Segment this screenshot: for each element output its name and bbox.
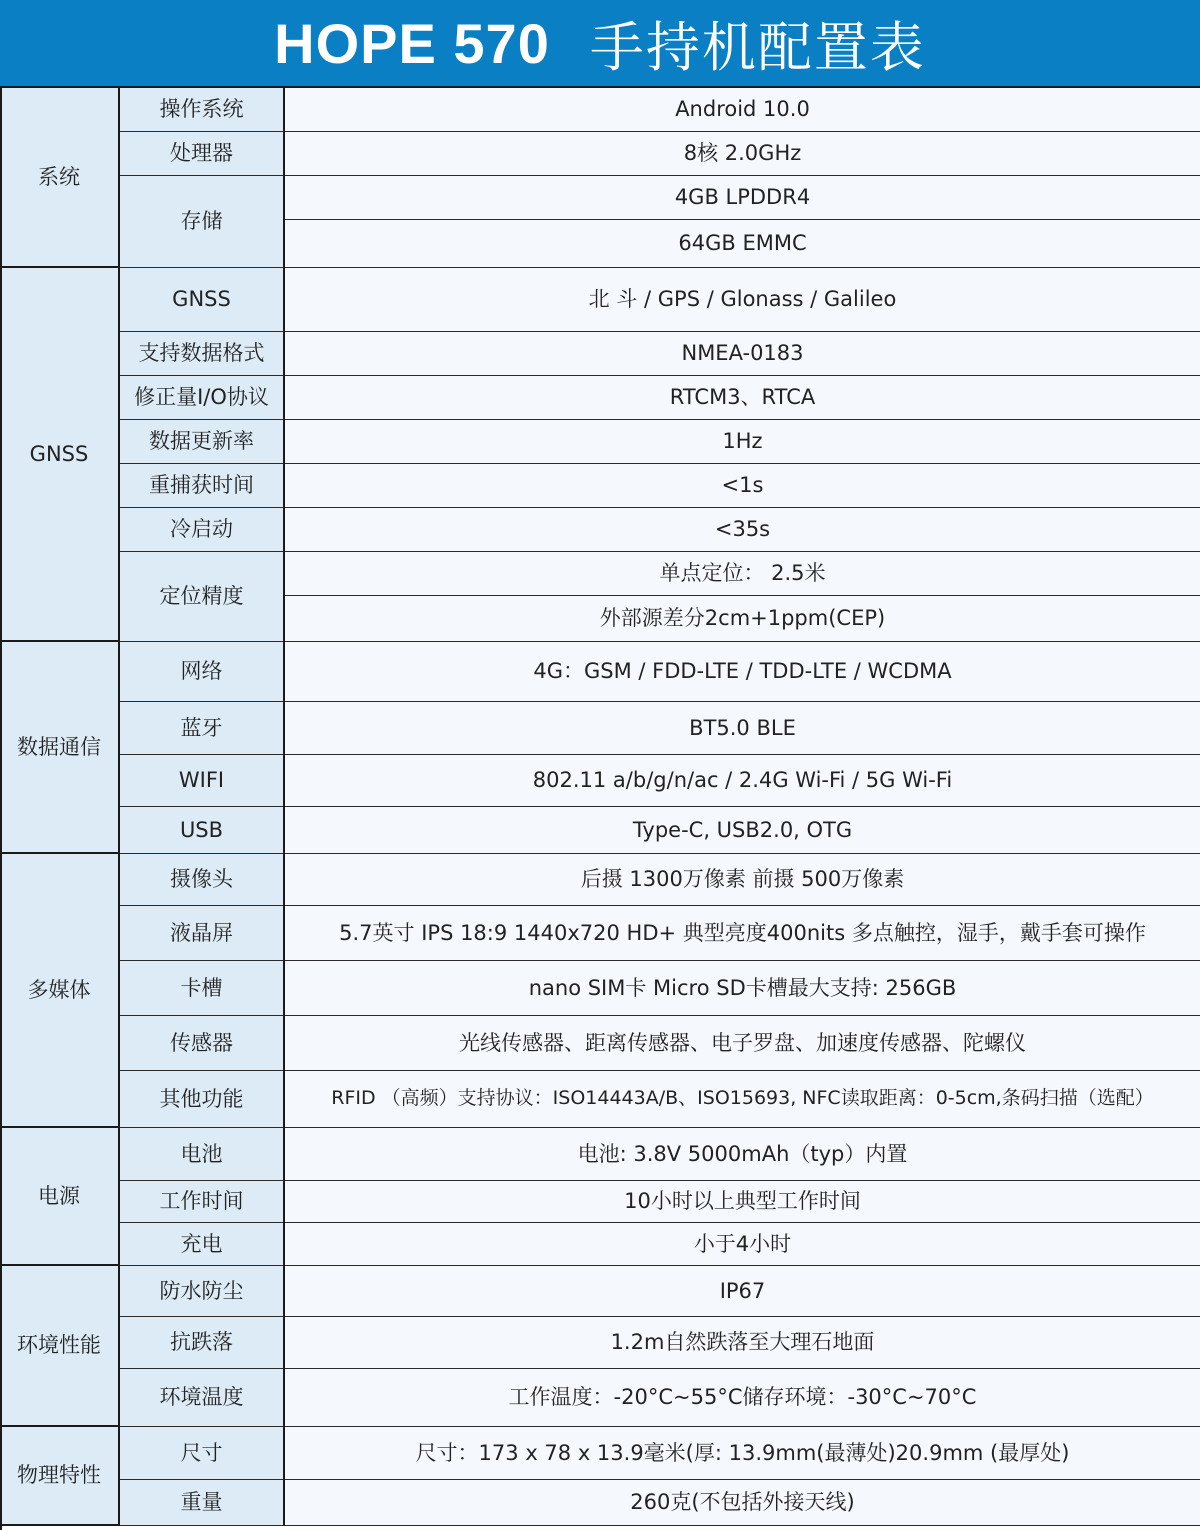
table-title: 手持机配置表 <box>589 15 926 79</box>
spec-value: IP67 <box>285 1266 1200 1317</box>
spec-value: 1.2m自然跌落至大理石地面 <box>285 1317 1200 1369</box>
spec-value: 4GB LPDDR4 <box>285 176 1200 220</box>
page-header <box>0 0 1200 88</box>
category-label: 环境性能 <box>0 1266 120 1427</box>
spec-value: 1Hz <box>285 420 1200 464</box>
spec-value: BT5.0 BLE <box>285 702 1200 755</box>
spec-item-label: 电池 <box>120 1128 285 1181</box>
spec-value: 电池: 3.8V 5000mAh（typ）内置 <box>285 1128 1200 1181</box>
spec-value: 北 斗 / GPS / Glonass / Galileo <box>285 268 1200 332</box>
spec-value: Android 10.0 <box>285 88 1200 132</box>
spec-table <box>0 88 1200 1530</box>
spec-item-label: USB <box>120 807 285 854</box>
spec-value: 64GB EMMC <box>285 220 1200 268</box>
spec-item-label: 摄像头 <box>120 854 285 906</box>
spec-item-label: 防水防尘 <box>120 1266 285 1317</box>
spec-item-label: 处理器 <box>120 132 285 176</box>
spec-item-label: 修正量I/O协议 <box>120 376 285 420</box>
spec-item-label: 蓝牙 <box>120 702 285 755</box>
spec-item-label: 冷启动 <box>120 508 285 552</box>
category-label: 多媒体 <box>0 854 120 1128</box>
spec-value: 802.11 a/b/g/n/ac / 2.4G Wi-Fi / 5G Wi-Fi <box>285 755 1200 807</box>
spec-value: 5.7英寸 IPS 18:9 1440x720 HD+ 典型亮度400nits 多点触控，湿手，戴手套可操作 <box>285 906 1200 961</box>
spec-value: <1s <box>285 464 1200 508</box>
spec-value: nano SIM卡 Micro SD卡槽最大支持: 256GB <box>285 961 1200 1016</box>
spec-item-label: 数据更新率 <box>120 420 285 464</box>
model-title: HOPE 570 <box>274 11 550 75</box>
spec-value: 260克(不包括外接天线) <box>285 1480 1200 1526</box>
spec-item-label: 抗跌落 <box>120 1317 285 1369</box>
spec-value: 后摄 1300万像素 前摄 500万像素 <box>285 854 1200 906</box>
spec-item-label: 定位精度 <box>120 552 285 642</box>
spec-item-label: WIFI <box>120 755 285 807</box>
spec-value: 尺寸：173 x 78 x 13.9毫米(厚: 13.9mm(最薄处)20.9mm (最厚处) <box>285 1427 1200 1480</box>
spec-value: RTCM3、RTCA <box>285 376 1200 420</box>
spec-item-label: 液晶屏 <box>120 906 285 961</box>
category-label: 物理特性 <box>0 1427 120 1526</box>
spec-item-label: 重量 <box>120 1480 285 1526</box>
category-label: 系统 <box>0 88 120 268</box>
spec-item-label: 工作时间 <box>120 1181 285 1223</box>
spec-item-label: GNSS <box>120 268 285 332</box>
spec-item-label: 卡槽 <box>120 961 285 1016</box>
spec-value: RFID （高频）支持协议：ISO14443A/B、ISO15693, NFC读取距离：0-5cm,条码扫描（选配） <box>285 1071 1200 1128</box>
category-label: 电源 <box>0 1128 120 1266</box>
spec-item-label: 网络 <box>120 642 285 702</box>
spec-item-label: 支持数据格式 <box>120 332 285 376</box>
spec-item-label: 存储 <box>120 176 285 268</box>
table-left-border <box>0 88 2 1530</box>
spec-value: Type-C, USB2.0, OTG <box>285 807 1200 854</box>
spec-item-label: 重捕获时间 <box>120 464 285 508</box>
spec-value: 8核 2.0GHz <box>285 132 1200 176</box>
spec-item-label: 环境温度 <box>120 1369 285 1427</box>
spec-value: 光线传感器、距离传感器、电子罗盘、加速度传感器、陀螺仪 <box>285 1016 1200 1071</box>
spec-value: <35s <box>285 508 1200 552</box>
category-label: 数据通信 <box>0 642 120 854</box>
spec-item-label: 传感器 <box>120 1016 285 1071</box>
spec-value: 工作温度：-20°C~55°C储存环境：-30°C~70°C <box>285 1369 1200 1427</box>
spec-value: 10小时以上典型工作时间 <box>285 1181 1200 1223</box>
category-label: GNSS <box>0 268 120 642</box>
spec-value: 单点定位： 2.5米 <box>285 552 1200 596</box>
spec-item-label: 操作系统 <box>120 88 285 132</box>
spec-item-label: 充电 <box>120 1223 285 1266</box>
spec-item-label: 其他功能 <box>120 1071 285 1128</box>
spec-item-label: 尺寸 <box>120 1427 285 1480</box>
spec-value: 小于4小时 <box>285 1223 1200 1266</box>
spec-value: NMEA-0183 <box>285 332 1200 376</box>
spec-value: 外部源差分2cm+1ppm(CEP) <box>285 596 1200 642</box>
spec-value: 4G：GSM / FDD-LTE / TDD-LTE / WCDMA <box>285 642 1200 702</box>
